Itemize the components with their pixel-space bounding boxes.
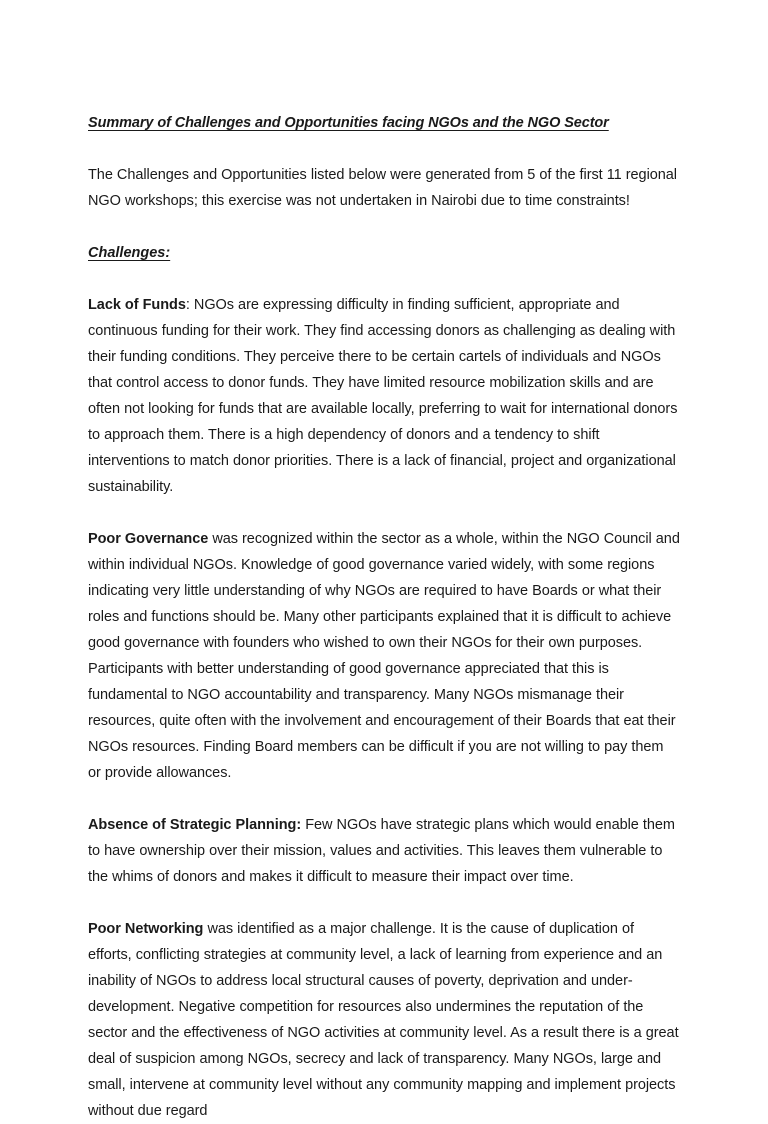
paragraph-absence-of-strategic-planning	[88, 812, 680, 890]
document-title: Summary of Challenges and Opportunities facing NGOs and the NGO Sector	[88, 115, 609, 131]
document-body	[88, 110, 680, 1124]
spacer	[88, 214, 680, 240]
paragraph-lead-label: Lack of Funds	[88, 297, 186, 313]
paragraph-text: was recognized within the sector as a whole, within the NGO Council and within individual NGOs. Knowledge of good governance varied widely, with some regions indicating very little understanding of why NGOs are required to have Boards or what their roles and functions should be. Many other participants explained that it is difficult to achieve good governance with founders who wished to own their NGOs for their own purposes. Participants with better understanding of good governance appreciated that this is fundamental to NGO accountability and transparency. Many NGOs mismanage their resources, quite often with the involvement and encouragement of their Boards that eat their NGOs resources. Finding Board members can be difficult if you are not willing to pay them or provide allowances.	[88, 531, 680, 781]
paragraph-lead-label: Poor Governance	[88, 531, 209, 547]
intro-paragraph: The Challenges and Opportunities listed below were generated from 5 of the first 11 regional NGO workshops; this exercise was not undertaken in Nairobi due to time constraints!	[88, 167, 677, 209]
paragraph-lack-of-funds	[88, 292, 680, 500]
paragraph-poor-governance	[88, 526, 680, 786]
paragraph-text: : NGOs are expressing difficulty in finding sufficient, appropriate and continuous funding for their work. They find accessing donors as challenging as dealing with their funding conditions. They perceive there to be certain cartels of individuals and NGOs that control access to donor funds. They have limited resource mobilization skills and are often not looking for funds that are available locally, preferring to wait for international donors to approach them. There is a high dependency of donors and a tendency to shift interventions to match donor priorities. There is a lack of financial, project and organizational sustainability.	[88, 297, 678, 495]
spacer	[88, 136, 680, 162]
paragraph-text: was identified as a major challenge. It is the cause of duplication of efforts, conflicting strategies at community level, a lack of learning from experience and an inability of NGOs to address local structural causes of poverty, deprivation and under-development. Negative competition for resources also undermines the reputation of the sector and the effectiveness of NGO activities at community level. As a result there is a great deal of suspicion among NGOs, secrecy and lack of transparency. Many NGOs, large and small, intervene at community level without any community mapping and implement projects without due regard	[88, 921, 679, 1119]
paragraph-lead-label: Poor Networking	[88, 921, 204, 937]
paragraph-text: Few NGOs have strategic plans which would enable them to have ownership over their mission, values and activities. This leaves them vulnerable to the whims of donors and makes it difficult to measure their impact over time.	[88, 817, 675, 885]
spacer	[88, 786, 680, 812]
spacer	[88, 500, 680, 526]
spacer	[88, 266, 680, 292]
spacer	[88, 890, 680, 916]
paragraph-lead-label: Absence of Strategic Planning:	[88, 817, 302, 833]
paragraph-poor-networking	[88, 916, 680, 1124]
challenges-heading: Challenges:	[88, 245, 171, 261]
